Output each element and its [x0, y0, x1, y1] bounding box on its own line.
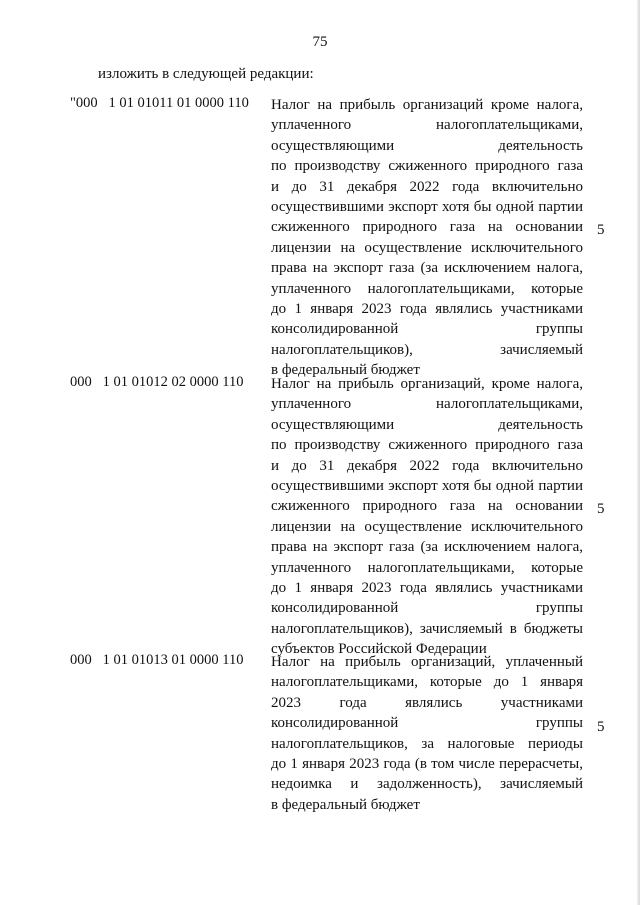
budget-code: "000 1 01 01011 01 0000 110	[70, 95, 249, 111]
description-line: до 1 января 2023 года являлись участниками	[271, 579, 583, 596]
description-line: осуществившими экспорт хотя бы одной партии	[271, 477, 583, 494]
description-line: сжиженного природного газа на основании	[271, 219, 583, 236]
description-line: налогоплательщиками, которые до 1 января	[271, 674, 583, 691]
description-line: уплаченного налогоплательщиками, которые	[271, 280, 583, 297]
description-line: недоимка и задолженность), зачисляемый	[271, 776, 583, 793]
budget-code: 000 1 01 01013 01 0000 110	[70, 652, 244, 668]
description-line: субъектов Российской Федерации	[271, 641, 487, 658]
description-line: и до 31 декабря 2022 года включительно	[271, 178, 583, 195]
description-line: осуществляющими деятельность	[271, 137, 583, 154]
description-line: до 1 января 2023 года являлись участниками	[271, 300, 583, 317]
description-line: Налог на прибыль организаций, кроме налога,	[271, 376, 583, 392]
budget-code: 000 1 01 01012 02 0000 110	[70, 374, 244, 390]
description-line: уплаченного налогоплательщиками,	[271, 117, 583, 134]
description-line: лицензии на осуществление исключительного	[271, 239, 583, 256]
row-description	[271, 652, 583, 815]
row-description	[271, 95, 583, 380]
description-line: налогоплательщиков, за налоговые периоды	[271, 735, 583, 752]
page-number: 75	[312, 34, 328, 50]
description-line: консолидированной группы	[271, 715, 583, 732]
row-description	[271, 374, 583, 659]
description-line: до 1 января 2023 года (в том числе перерасчеты,	[271, 755, 583, 772]
description-line: консолидированной группы	[271, 321, 583, 338]
description-line: Налог на прибыль организаций, уплаченный	[271, 654, 583, 670]
description-line: по производству сжиженного природного газа	[271, 437, 583, 454]
description-line: в федеральный бюджет	[271, 796, 420, 813]
rate-value: 5	[597, 719, 605, 735]
description-line: по производству сжиженного природного газа	[271, 158, 583, 175]
description-line: лицензии на осуществление исключительного	[271, 518, 583, 535]
description-line: уплаченного налогоплательщиками,	[271, 396, 583, 413]
description-line: Налог на прибыль организаций кроме налога,	[271, 97, 583, 113]
description-line: налогоплательщиков), зачисляемый в бюджеты	[271, 620, 583, 637]
description-line: права на экспорт газа (за исключением налога,	[271, 260, 583, 277]
description-line: права на экспорт газа (за исключением налога,	[271, 539, 583, 556]
description-line: уплаченного налогоплательщиками, которые	[271, 559, 583, 576]
rate-value: 5	[597, 501, 605, 517]
description-line: в федеральный бюджет	[271, 362, 420, 379]
description-line: налогоплательщиков), зачисляемый	[271, 341, 583, 358]
description-line: осуществляющими деятельность	[271, 416, 583, 433]
intro-text: изложить в следующей редакции:	[98, 66, 314, 82]
description-line: 2023 года являлись участниками	[271, 694, 583, 711]
description-line: сжиженного природного газа на основании	[271, 498, 583, 515]
description-line: консолидированной группы	[271, 600, 583, 617]
description-line: и до 31 декабря 2022 года включительно	[271, 457, 583, 474]
rate-value: 5	[597, 222, 605, 238]
description-line: осуществившими экспорт хотя бы одной партии	[271, 198, 583, 215]
